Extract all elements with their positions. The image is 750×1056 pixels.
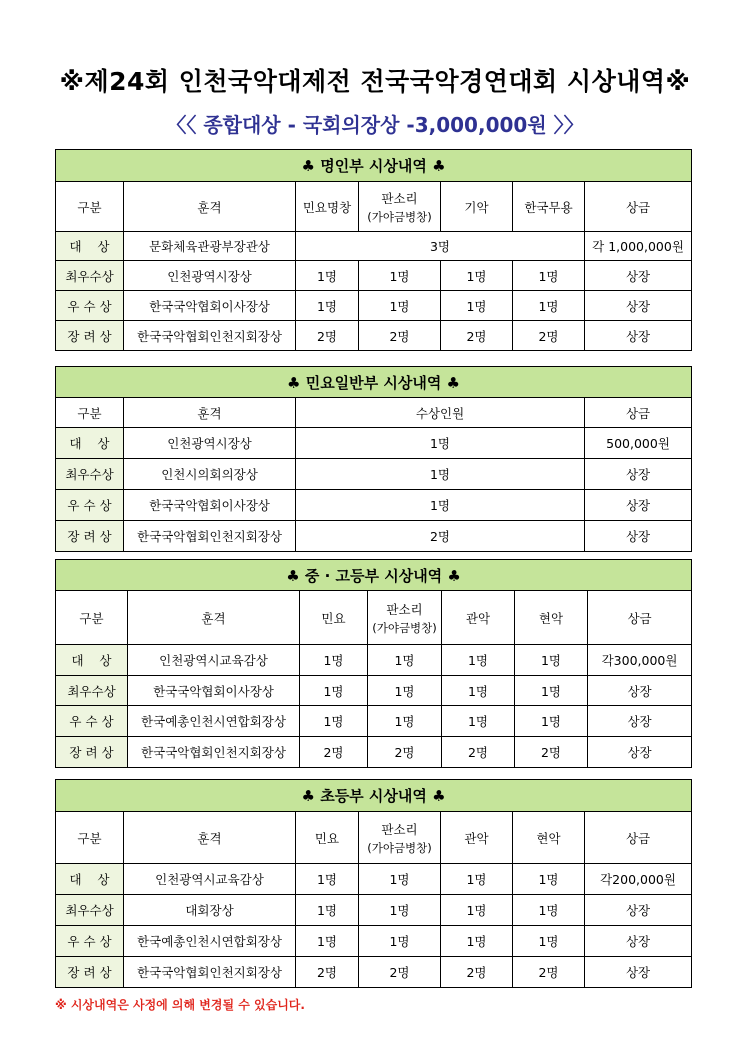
count-cell: 2명 [300, 737, 368, 768]
prize: 상장 [585, 957, 692, 988]
table-row [56, 261, 692, 291]
table-row [56, 645, 692, 676]
prize: 상장 [585, 521, 692, 552]
col-header-award: 훈격 [128, 591, 300, 645]
col-header-wind: 관악 [441, 812, 513, 864]
rank-label: 장 려 상 [56, 521, 124, 552]
prize: 상장 [585, 459, 692, 490]
col-header-rank: 구분 [56, 591, 128, 645]
table-row [56, 926, 692, 957]
count-cell: 1명 [368, 706, 442, 737]
section-middle-high-table [55, 559, 692, 768]
merged-count: 3명 [296, 232, 585, 261]
col-header-minyo: 민요 [296, 812, 359, 864]
table-row [56, 864, 692, 895]
table-row [56, 490, 692, 521]
count-cell: 1명 [441, 895, 513, 926]
section-master-table [55, 149, 692, 351]
rank-label: 우 수 상 [56, 926, 124, 957]
col-header-rank: 구분 [56, 812, 124, 864]
count-cell: 1명 [300, 676, 368, 706]
award-name: 인천광역시장상 [124, 261, 296, 291]
rank-label: 최우수상 [56, 676, 128, 706]
count-cell: 1명 [296, 428, 585, 459]
table-row [56, 291, 692, 321]
prize: 500,000원 [585, 428, 692, 459]
count-cell: 2명 [359, 957, 441, 988]
rank-label: 최우수상 [56, 261, 124, 291]
table-row [56, 895, 692, 926]
col-header-pansori: 판소리 (가야금병창) [359, 182, 441, 232]
award-name: 인천광역시교육감상 [124, 864, 296, 895]
rank-label: 대 상 [56, 645, 128, 676]
table-row [56, 232, 692, 261]
count-cell: 1명 [300, 645, 368, 676]
award-name: 한국예총인천시연합회장상 [128, 706, 300, 737]
col-header-award: 훈격 [124, 398, 296, 428]
count-cell: 1명 [441, 864, 513, 895]
table-row [56, 737, 692, 768]
col-header-count: 수상인원 [296, 398, 585, 428]
section-folk-general-table [55, 366, 692, 552]
count-cell: 1명 [296, 261, 359, 291]
award-name: 한국국악협회인천지회장상 [128, 737, 300, 768]
count-cell: 1명 [296, 291, 359, 321]
col-header-prize: 상금 [585, 398, 692, 428]
award-name: 한국국악협회인천지회장상 [124, 521, 296, 552]
count-cell: 1명 [442, 676, 515, 706]
count-cell: 2명 [296, 521, 585, 552]
count-cell: 2명 [442, 737, 515, 768]
count-cell: 1명 [441, 926, 513, 957]
table-row [56, 957, 692, 988]
count-cell: 1명 [513, 291, 585, 321]
rank-label: 우 수 상 [56, 490, 124, 521]
award-name: 한국국악협회인천지회장상 [124, 321, 296, 351]
award-name: 인천광역시장상 [124, 428, 296, 459]
table-row [56, 676, 692, 706]
count-cell: 1명 [441, 291, 513, 321]
award-name: 한국국악협회이사장상 [124, 291, 296, 321]
rank-label: 장 려 상 [56, 957, 124, 988]
count-cell: 1명 [513, 261, 585, 291]
count-cell: 2명 [513, 321, 585, 351]
table-row [56, 521, 692, 552]
col-header-string: 현악 [513, 812, 585, 864]
page-title: ※제24회 인천국악대제전 전국국악경연대회 시상내역※ [59, 67, 691, 96]
rank-label: 장 려 상 [56, 737, 128, 768]
col-header-minyo: 민요 [300, 591, 368, 645]
count-cell: 1명 [515, 645, 588, 676]
prize: 상장 [588, 737, 692, 768]
count-cell: 1명 [359, 926, 441, 957]
prize: 상장 [588, 706, 692, 737]
rank-label: 우 수 상 [56, 291, 124, 321]
section-header: ♣ 중 · 고등부 시상내역 ♣ [56, 560, 692, 591]
prize: 상장 [585, 895, 692, 926]
prize: 상장 [585, 490, 692, 521]
col-header-prize: 상금 [585, 812, 692, 864]
count-cell: 1명 [300, 706, 368, 737]
col-header-award: 훈격 [124, 812, 296, 864]
count-cell: 2명 [296, 957, 359, 988]
section-elementary-table [55, 779, 692, 988]
footnote: ※ 시상내역은 사정에 의해 변경될 수 있습니다. [55, 998, 305, 1012]
prize: 각300,000원 [588, 645, 692, 676]
count-cell: 1명 [368, 676, 442, 706]
award-name: 문화체육관광부장관상 [124, 232, 296, 261]
col-header-wind: 관악 [442, 591, 515, 645]
count-cell: 1명 [296, 895, 359, 926]
table-row [56, 706, 692, 737]
rank-label: 대 상 [56, 864, 124, 895]
count-cell: 1명 [515, 706, 588, 737]
count-cell: 2명 [441, 321, 513, 351]
table-row [56, 459, 692, 490]
count-cell: 1명 [513, 926, 585, 957]
count-cell: 1명 [359, 864, 441, 895]
count-cell: 2명 [359, 321, 441, 351]
section-header: ♣ 초등부 시상내역 ♣ [56, 780, 692, 812]
section-header: ♣ 명인부 시상내역 ♣ [56, 150, 692, 182]
count-cell: 1명 [296, 864, 359, 895]
col-header-award: 훈격 [124, 182, 296, 232]
prize: 상장 [585, 926, 692, 957]
col-header-prize: 상금 [585, 182, 692, 232]
count-cell: 2명 [368, 737, 442, 768]
count-cell: 1명 [513, 864, 585, 895]
count-cell: 2명 [515, 737, 588, 768]
rank-label: 최우수상 [56, 459, 124, 490]
count-cell: 1명 [296, 459, 585, 490]
count-cell: 1명 [359, 261, 441, 291]
award-name: 한국국악협회이사장상 [128, 676, 300, 706]
prize: 상장 [585, 291, 692, 321]
col-header-minyo: 민요명창 [296, 182, 359, 232]
award-name: 한국예총인천시연합회장상 [124, 926, 296, 957]
prize: 상장 [585, 321, 692, 351]
col-header-pansori: 판소리 (가야금병창) [368, 591, 442, 645]
prize: 각 1,000,000원 [585, 232, 692, 261]
count-cell: 2명 [296, 321, 359, 351]
rank-label: 최우수상 [56, 895, 124, 926]
count-cell: 1명 [296, 490, 585, 521]
count-cell: 1명 [359, 895, 441, 926]
award-name: 한국국악협회이사장상 [124, 490, 296, 521]
rank-label: 우 수 상 [56, 706, 128, 737]
count-cell: 1명 [296, 926, 359, 957]
table-row [56, 321, 692, 351]
prize: 상장 [585, 261, 692, 291]
rank-label: 대 상 [56, 232, 124, 261]
rank-label: 장 려 상 [56, 321, 124, 351]
count-cell: 1명 [515, 676, 588, 706]
col-header-instrumental: 기악 [441, 182, 513, 232]
award-name: 한국국악협회인천지회장상 [124, 957, 296, 988]
count-cell: 1명 [368, 645, 442, 676]
col-header-rank: 구분 [56, 398, 124, 428]
table-row [56, 428, 692, 459]
count-cell: 2명 [513, 957, 585, 988]
prize: 각200,000원 [585, 864, 692, 895]
col-header-rank: 구분 [56, 182, 124, 232]
rank-label: 대 상 [56, 428, 124, 459]
prize: 상장 [588, 676, 692, 706]
award-name: 인천광역시교육감상 [128, 645, 300, 676]
count-cell: 2명 [441, 957, 513, 988]
count-cell: 1명 [442, 706, 515, 737]
col-header-prize: 상금 [588, 591, 692, 645]
col-header-dance: 한국무용 [513, 182, 585, 232]
col-header-string: 현악 [515, 591, 588, 645]
col-header-pansori: 판소리 (가야금병창) [359, 812, 441, 864]
count-cell: 1명 [442, 645, 515, 676]
award-name: 인천시의회의장상 [124, 459, 296, 490]
count-cell: 1명 [441, 261, 513, 291]
count-cell: 1명 [513, 895, 585, 926]
award-name: 대회장상 [124, 895, 296, 926]
section-header: ♣ 민요일반부 시상내역 ♣ [56, 367, 692, 398]
page-subtitle: 〈〈 종합대상 - 국회의장상 -3,000,000원 〉〉 [166, 113, 584, 137]
count-cell: 1명 [359, 291, 441, 321]
